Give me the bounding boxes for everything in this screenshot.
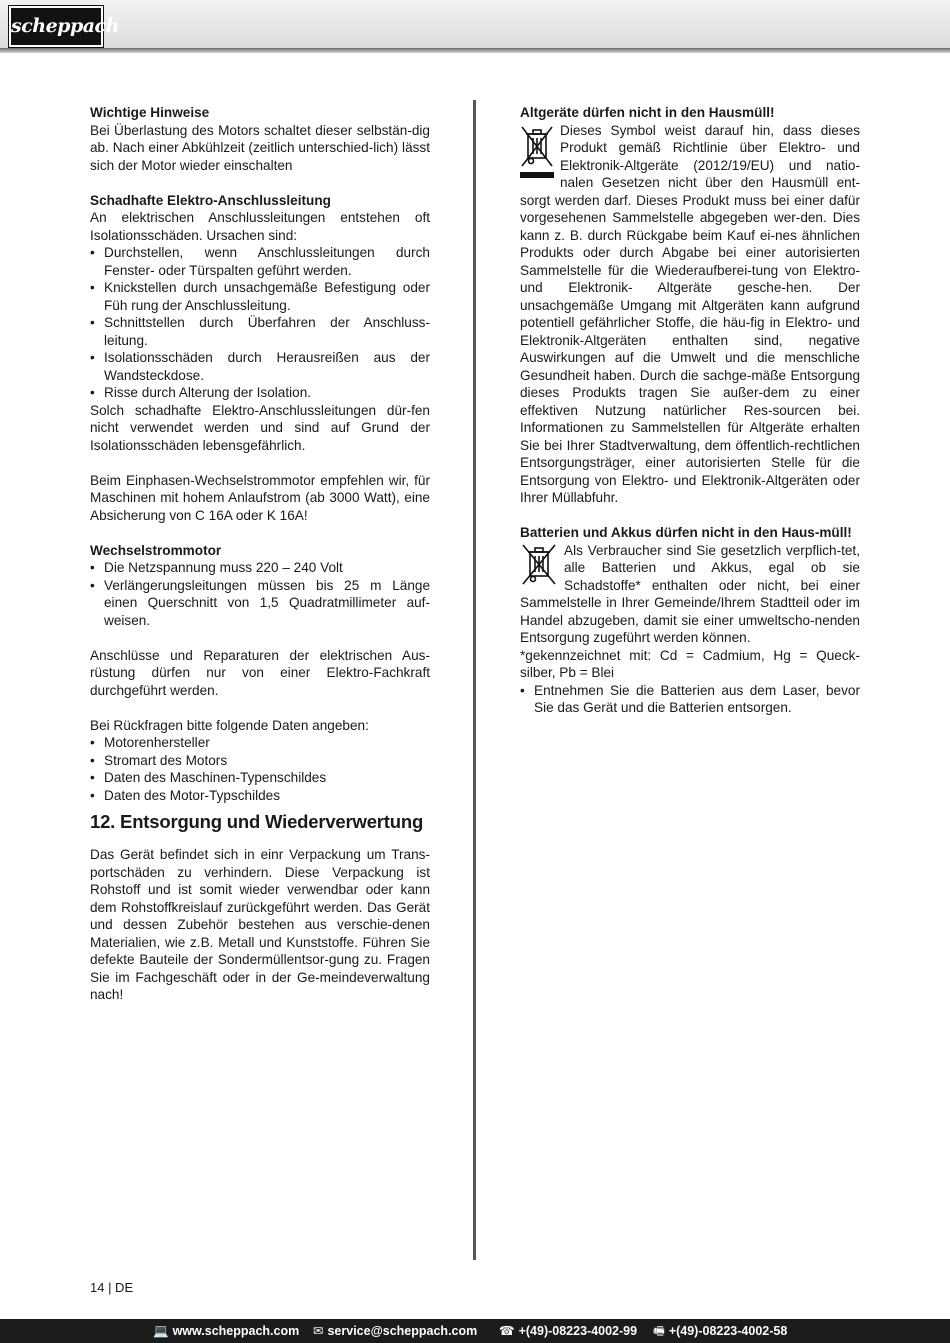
right-column [520, 104, 860, 717]
header-shadow [0, 48, 950, 53]
email-text: service@scheppach.com [327, 1324, 478, 1338]
brand-logo: scheppach [9, 6, 103, 47]
list-item: • Risse durch Alterung der Isolation. [90, 384, 430, 402]
anschluss-paragraph: Anschlüsse und Reparaturen der elektrischen Aus-rüstung dürfen nur von einer Elektro-Fachkraft durchgeführt werden. [90, 647, 430, 698]
wechselstrom-heading: Wechselstrommotor [90, 542, 222, 558]
leitung-intro: An elektrischen Anschlussleitungen entstehen oft Isolationsschäden. Ursachen sind: [90, 210, 430, 243]
crossed-bin-icon [520, 124, 554, 185]
hinweise-heading: Wichtige Hinweise [90, 105, 210, 120]
footer-website[interactable] [153, 1319, 299, 1343]
fax-icon: 🖷 [653, 1324, 665, 1338]
footer-phone[interactable] [499, 1319, 637, 1343]
phone-text: +(49)-08223-4002-99 [518, 1324, 638, 1338]
list-item: • Die Netzspannung muss 220 – 240 Volt [90, 559, 430, 577]
leitung-outro: Solch schadhafte Elektro-Anschlussleitungen dür-fen nicht verwendet werden und sind auf Grund der Isolationsschäden lebensgefährlich. [90, 402, 430, 453]
column-divider [473, 100, 476, 1260]
hinweise-paragraph: Bei Überlastung des Motors schaltet dieser selbstän-dig ab. Nach einer Abkühlzeit (zeitlich unterschied-lich) lässt sich der Motor wieder einschalten [90, 122, 430, 173]
fax-text: +(49)-08223-4002-58 [668, 1324, 788, 1338]
rueckfragen-list [90, 734, 430, 804]
einphasen-paragraph: Beim Einphasen-Wechselstrommotor empfehlen wir, für Maschinen mit hohem Anlaufstrom (ab 3000 Watt), eine Absicherung von C 16A oder K 16A! [90, 472, 430, 523]
leitung-list [90, 244, 430, 402]
batterien-list [520, 682, 860, 717]
list-item: • Daten des Motor-Typschildes [90, 787, 430, 805]
list-item: • Knickstellen durch unsachgemäße Befestigung oder Füh rung der Anschlussleitung. [90, 279, 430, 314]
computer-icon: 💻 [153, 1324, 169, 1338]
altgeraete-heading: Altgeräte dürfen nicht in den Hausmüll! [520, 105, 775, 120]
entsorgung-paragraph: Das Gerät befindet sich in einr Verpackung um Trans-portschäden zu verhindern. Diese Verpackung ist Rohstoff und ist somit wieder verwendbar oder kann dem Rohstoffkreislauf zurückgeführt werden. Das Gerät und dessen Zubehör bestehen aus verschie-denen Materialien, wie z.B. Metall und Kunststoffe. Führen Sie defekte Bauteile der Sondermüllentsor-gung zu. Fragen Sie im Fachgeschäft oder in der Ge-meindeverwaltung nach! [90, 847, 430, 1002]
batterien-paragraph: Als Verbraucher sind Sie gesetzlich verpflich-tet, alle Batterien und Akkus, egal ob sie Schadstoffe* enthalten oder nicht, bei einer Sammelstelle in Ihrer Gemeinde/Ihrem Stadtteil oder im Handel abzugeben, damit sie einer umweltscho-nenden Entsorgung zugeführt werden können. [520, 542, 860, 645]
list-item: • Durchstellen, wenn Anschlussleitungen durch Fenster- oder Türspalten geführt werden. [90, 244, 430, 279]
footer-email[interactable] [313, 1319, 477, 1343]
list-item: • Motorenhersteller [90, 734, 430, 752]
mail-icon: ✉ [313, 1324, 324, 1338]
altgeraete-paragraph: Dieses Symbol weist darauf hin, dass dieses Produkt gemäß Richtlinie über Elektro- und Elektronik-Altgeräte (2012/19/EU) und natio-nalen Gesetzen nicht über den Hausmüll ent-sorgt werden darf. Dieses Produkt muss bei einer dafür vorgesehenen Sammelstelle abgegeben wer-den. Dies kann z. B. durch Rückgabe beim Kauf ei-nes ähnlichen Produkts oder durch Abgabe bei einer autorisierten Sammelstelle für die Wiederaufberei-tung von Elektro- und Elektronik- Altgeräte gesche-hen. Der unsachgemäße Umgang mit Altgeräten kann aufgrund potentiell gefährlicher Stoffe, die häu-fig in Elektro- und Elektronik-Altgeräten enthalten sind, negative Auswirkungen auf die Umwelt und die menschliche Gesundheit haben. Durch die sachge-mäße Entsorgung dieses Produkts tragen Sie außer-dem zu einer effektiven Nutzung natürlicher Res-sourcen bei. Informationen zu Sammelstellen für Altgeräte erhalten Sie bei Ihrer Stadtverwaltung, dem öffentlich-rechtlichen Entsorgungsträger, einer autorisierten Stelle für die Entsorgung von Elektro- und Elektronik-Altgeräten oder Ihrer Müllabfuhr. [520, 122, 860, 505]
page-number: 14 | DE [90, 1280, 134, 1295]
footer-bar [0, 1319, 950, 1343]
list-item: • Schnittstellen durch Überfahren der Anschluss-leitung. [90, 314, 430, 349]
footer-fax[interactable] [653, 1319, 787, 1343]
left-column [90, 104, 430, 1004]
list-item: • Stromart des Motors [90, 752, 430, 770]
page-header [0, 0, 950, 48]
rueckfragen-intro: Bei Rückfragen bitte folgende Daten angeben: [90, 717, 369, 733]
batterien-note: *gekennzeichnet mit: Cd = Cadmium, Hg = Queck-silber, Pb = Blei [520, 647, 860, 680]
list-item: • Entnehmen Sie die Batterien aus dem Laser, bevor Sie das Gerät und die Batterien entsorgen. [520, 682, 860, 717]
wechselstrom-list [90, 559, 430, 629]
batterien-heading: Batterien und Akkus dürfen nicht in den Haus-müll! [520, 525, 852, 540]
list-item: • Isolationsschäden durch Herausreißen aus der Wandsteckdose. [90, 349, 430, 384]
phone-icon: ☎ [499, 1324, 515, 1338]
leitung-heading: Schadhafte Elektro-Anschlussleitung [90, 192, 331, 208]
section-title: 12. Entsorgung und Wiederverwertung [90, 811, 424, 832]
crossed-battery-bin-icon [520, 544, 558, 591]
website-text: www.scheppach.com [172, 1324, 300, 1338]
list-item: • Daten des Maschinen-Typenschildes [90, 769, 430, 787]
list-item: • Verlängerungsleitungen müssen bis 25 m Länge einen Querschnitt von 1,5 Quadratmillimeter auf-weisen. [90, 577, 430, 630]
